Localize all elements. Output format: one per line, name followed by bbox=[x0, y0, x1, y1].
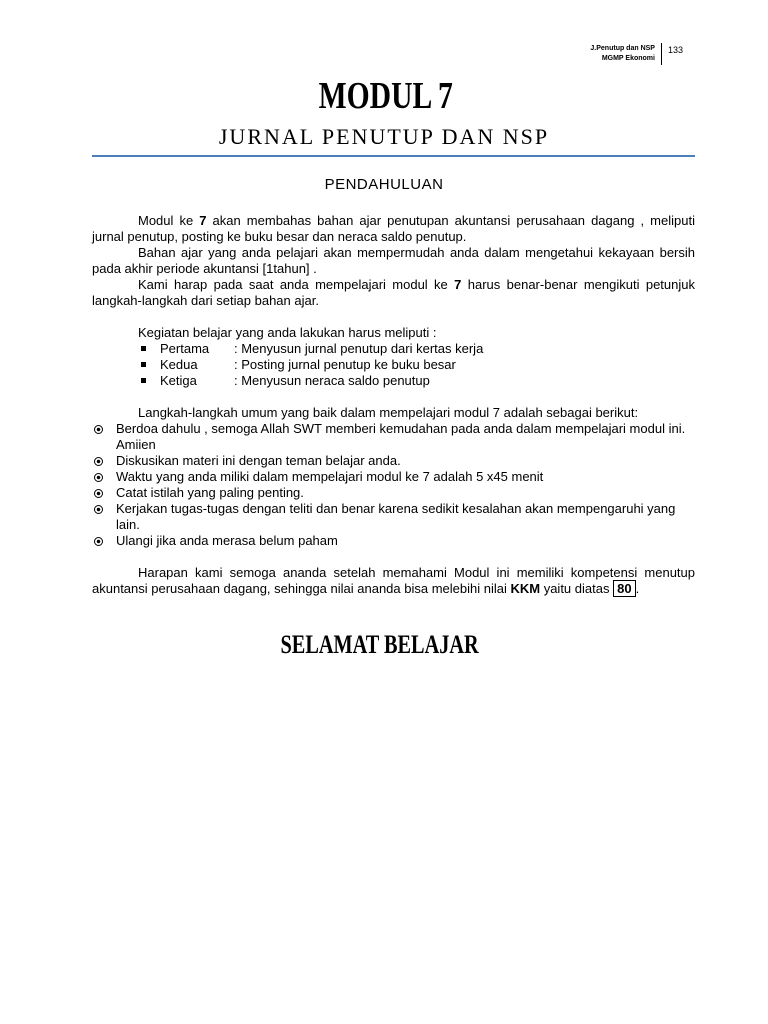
intro-p3-text-b: harus benar-benar mengikuti petunjuk langkah-langkah dari setiap bahan ajar. bbox=[92, 277, 695, 308]
list-item: Waktu yang anda miliki dalam mempelajari modul ke 7 adalah 5 x45 menit bbox=[92, 469, 695, 485]
module-subtitle: JURNAL PENUTUP DAN NSP bbox=[218, 124, 550, 149]
list-item: Berdoa dahulu , semoga Allah SWT memberi kemudahan pada anda dalam mempelajari modul ini. Amiien bbox=[92, 421, 695, 453]
activity-desc: : Menyusun jurnal penutup dari kertas kerja bbox=[234, 341, 484, 356]
list-item: Kerjakan tugas-tugas dengan teliti dan benar karena sedikit kesalahan akan mempengaruhi yang lain. bbox=[92, 501, 695, 533]
list-item bbox=[138, 357, 695, 373]
header-text bbox=[590, 43, 661, 64]
activity-term: Ketiga bbox=[160, 373, 197, 388]
intro-p1-module-number: 7 bbox=[199, 213, 207, 228]
list-item bbox=[138, 373, 695, 389]
list-item: Diskusikan materi ini dengan teman belajar anda. bbox=[92, 453, 695, 469]
activity-desc: : Posting jurnal penutup ke buku besar bbox=[234, 357, 456, 372]
closing-paragraph bbox=[92, 565, 695, 597]
steps-list bbox=[92, 421, 695, 549]
steps-lead: Langkah-langkah umum yang baik dalam mempelajari modul 7 adalah sebagai berikut: bbox=[138, 405, 639, 420]
page-number: 133 bbox=[667, 45, 683, 55]
intro-p1-text-a: Modul ke bbox=[138, 213, 200, 228]
list-item: Catat istilah yang paling penting. bbox=[92, 485, 695, 501]
intro-paragraph-1 bbox=[92, 213, 695, 245]
section-heading: PENDAHULUAN bbox=[324, 176, 444, 193]
header-line-module: J.Penutup dan NSP bbox=[590, 45, 655, 52]
intro-paragraph-3 bbox=[92, 277, 695, 309]
activities-lead: Kegiatan belajar yang anda lakukan harus meliputi : bbox=[138, 325, 437, 340]
page-header bbox=[590, 43, 683, 65]
header-line-group: MGMP Ekonomi bbox=[601, 55, 655, 62]
intro-p1-text-b: akan membahas bahan ajar penutupan akuntansi perusahaan dagang , meliputi jurnal penutup, posting ke buku besar dan neraca saldo penutup. bbox=[92, 213, 695, 244]
intro-paragraph-2: Bahan ajar yang anda pelajari akan mempermudah anda dalam mengetahui kekayaan bersih pada akhir periode akuntansi [1tahun] . bbox=[92, 245, 695, 276]
list-item: Ulangi jika anda merasa belum paham bbox=[92, 533, 695, 549]
kkm-label: KKM bbox=[510, 581, 541, 596]
closing-text-c: . bbox=[635, 581, 640, 596]
closing-text-a: Harapan kami semoga ananda setelah memahami Modul ini memiliki kompetensi menutup akuntansi perusahaan dagang, sehingga nilai ananda bisa melebihi nilai bbox=[92, 565, 695, 596]
kkm-score-box: 80 bbox=[613, 580, 635, 597]
activity-desc: : Menyusun neraca saldo penutup bbox=[234, 373, 430, 388]
intro-p3-text-a: Kami harap pada saat anda mempelajari modul ke bbox=[138, 277, 455, 292]
closing-text-b: yaitu diatas bbox=[540, 581, 614, 596]
body-content bbox=[92, 213, 695, 597]
title-underline bbox=[92, 155, 695, 157]
activity-term: Pertama bbox=[160, 341, 210, 356]
activities-list bbox=[92, 341, 695, 389]
activity-term: Kedua bbox=[160, 357, 198, 372]
intro-p3-module-number: 7 bbox=[454, 277, 462, 292]
list-item bbox=[138, 341, 695, 357]
closing-title: SELAMAT BELAJAR bbox=[280, 630, 479, 659]
module-title: MODUL 7 bbox=[318, 75, 453, 117]
